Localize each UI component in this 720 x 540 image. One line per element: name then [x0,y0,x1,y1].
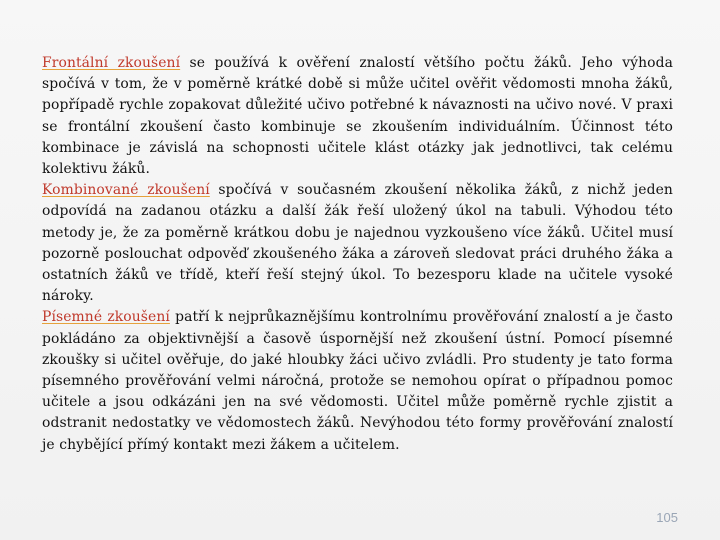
paragraph-written [42,307,673,455]
paragraph-frontal-text: se používá k ověření znalostí většího počtu žáků. Jeho výhoda spočívá v tom, že v poměrně krátké době si může učitel ověřit vědomosti mnoha žáků, popřípadě rychle zopakovat důležité učivo potřebné k návaznosti na učivo nové. V praxi se frontální zkoušení často kombinuje se zkoušením individuálním. Účinnost této kombinace je závislá na schopnosti učitele klást otázky jak jednotlivci, tak celému kolektivu žáků. [42,55,673,178]
page-number: 105 [656,510,678,525]
term-frontal: Frontální zkoušení [42,55,181,71]
term-combined: Kombinované zkoušení [42,182,210,199]
paragraph-combined [42,180,673,307]
paragraph-written-text: patří k nejprůkaznějšímu kontrolnímu prověřování znalostí a je často pokládáno za objektivnější a časově úspornější než zkoušení ústní. Pomocí písemné zkoušky si učitel ověřuje, do jaké hloubky žáci učivo zvládli. Pro studenty je tato forma písemného prověřování velmi náročná, protože se nemohou opírat o případnou pomoc učitele a jsou odkázáni jen na své vědomosti. Učitel může poměrně rychle zjistit a odstranit nedostatky ve vědomostech žáků. Nevýhodou této formy prověřování znalostí je chybějící přímý kontakt mezi žákem a učitelem. [42,309,674,453]
paragraph-frontal [42,53,673,180]
paragraph-combined-text: spočívá v současném zkoušení několika žáků, z nichž jeden odpovídá na zadanou otázku a další žák řeší uložený úkol na tabuli. Výhodou této metody je, že za poměrně krátkou dobu je najednou vyzkoušeno více žáků. Učitel musí pozorně poslouchat odpověď zkoušeného žáka a zároveň sledovat práci druhého žáka a ostatních žáků ve třídě, kteří řeší stejný úkol. To bezesporu klade na učitele vysoké nároky. [42,182,673,305]
text-body [42,53,673,456]
term-written: Písemné zkoušení [42,309,170,326]
